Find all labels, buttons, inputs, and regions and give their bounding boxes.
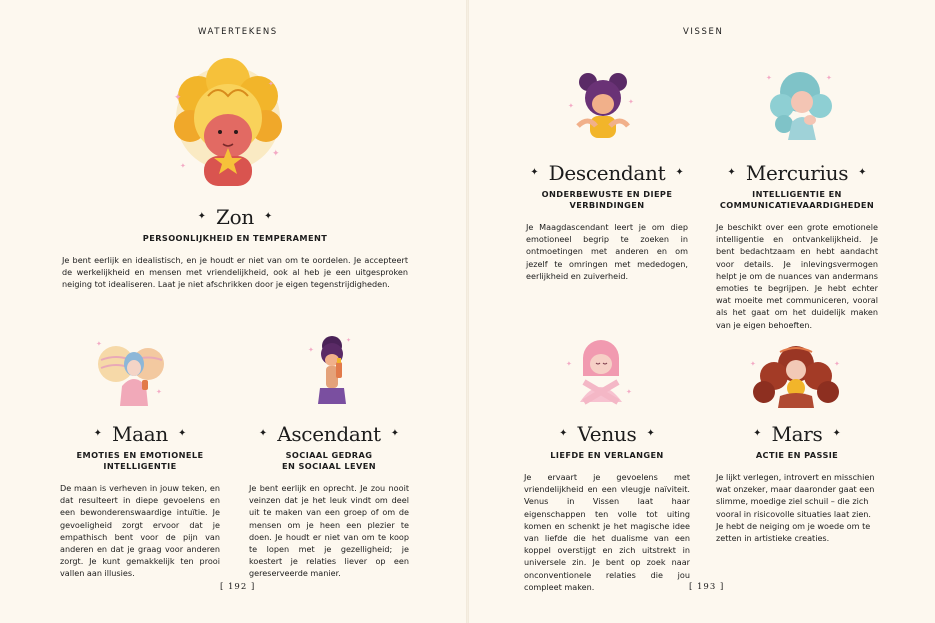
maan-body: De maan is verheven in jouw teken, en dat resulteert in diepe gevoelens en een bewonderenswaardige intuïtie. Je gevoeligheid zorgt ervoor dat je empathisch bent voor de pijn van anderen en dat je graag voor anderen zorgt. Je kunt gemakkelijk ten prooi vallen aan illusies. — [60, 483, 220, 579]
mercurius-body: Je beschikt over een grote emotionele intelligentie en ontvankelijkheid. Je bent bedachtzaam en hebt aandacht voor details. Je inlevingsvermogen helpt je om de nuances van andermans emoties te begrijpen. Je hebt echter wat moeite met communiceren, vooral als het gaat om het duidelijk maken van je eigen behoeften. — [716, 222, 878, 330]
svg-text:✦: ✦ — [272, 149, 280, 159]
descendant-body: Je Maagdascendant leert je om diep emotioneel begrip te zoeken in ontmoetingen met anderen en om jezelf te omringen met mededogen, eerlijkheid en zuiverheid. — [526, 222, 688, 281]
star-icon: ✦ — [390, 428, 400, 439]
right-running-head: VISSEN — [683, 27, 724, 37]
venus-body: Je ervaart je gevoelens met vriendelijkheid en een vleugje naïviteit. Venus in Vissen laat haar eigenschappen ten volle tot uiting komen en schenkt je het magische idee van liefde die het dualisme van een koppel overstijgt en zich uitstrekt in universele zin. Je bent op zoek naar onconventionele relaties die jou compleet maken. — [524, 472, 690, 592]
ascendant-heading — [249, 421, 409, 447]
ascendant-subtitle — [249, 450, 409, 472]
star-icon: ✦ — [646, 428, 655, 439]
mars-heading — [716, 421, 878, 447]
zon-heading — [62, 204, 408, 230]
mercurius-heading — [716, 160, 878, 186]
maan-title: Maan — [111, 422, 168, 446]
star-icon: ✦ — [197, 211, 207, 222]
svg-text:✦: ✦ — [626, 388, 632, 396]
maan-subtitle-line-2: INTELLIGENTIE — [103, 461, 177, 471]
svg-text:✦: ✦ — [826, 74, 832, 82]
venus-section — [524, 421, 690, 593]
star-icon: ✦ — [530, 167, 539, 178]
svg-text:✦: ✦ — [750, 360, 756, 368]
book-gutter — [466, 0, 469, 623]
svg-text:✦: ✦ — [96, 340, 102, 348]
star-icon: ✦ — [178, 428, 187, 439]
ascendant-title: Ascendant — [277, 422, 381, 446]
svg-text:✦: ✦ — [174, 93, 182, 103]
svg-text:✦: ✦ — [766, 74, 772, 82]
star-icon: ✦ — [858, 167, 867, 178]
left-page-number: [ 192 ] — [220, 582, 256, 592]
mars-subtitle: ACTIE EN PASSIE — [755, 450, 839, 460]
svg-text:✦: ✦ — [308, 346, 314, 354]
maan-subtitle-line-1: EMOTIES EN EMOTIONELE — [76, 450, 204, 460]
mars-body: Je lijkt verlegen, introvert en misschien wat onzeker, maar daaronder gaat een slimme, moedige ziel schuil – die zich vooral in risicovolle situaties laat zien. Je hebt de neiging om je woede om te zetten in artistieke creaties. — [716, 472, 875, 544]
descendant-subtitle-line-2: VERBINDINGEN — [569, 200, 645, 210]
ascendant-subtitle-line-1: SOCIAAL GEDRAG — [285, 450, 373, 460]
mercurius-subtitle-line-2: COMMUNICATIEVAARDIGHEDEN — [719, 200, 875, 210]
maan-heading — [60, 421, 220, 447]
right-page-number: [ 193 ] — [689, 582, 725, 592]
star-icon: ✦ — [263, 211, 273, 222]
ascendant-character-illustration — [306, 332, 356, 406]
maan-subtitle — [60, 450, 220, 472]
mercury-character-illustration — [764, 66, 836, 142]
zon-title: Zon — [216, 205, 254, 229]
star-icon: ✦ — [93, 428, 102, 439]
star-icon: ✦ — [727, 167, 736, 178]
mercurius-subtitle — [716, 189, 878, 211]
svg-text:✦: ✦ — [834, 360, 840, 368]
venus-character-illustration — [566, 336, 636, 410]
svg-text:✦: ✦ — [268, 80, 274, 88]
svg-text:✦: ✦ — [568, 102, 574, 110]
ascendant-section — [249, 421, 409, 580]
zon-section — [62, 204, 408, 291]
mercurius-title: Mercurius — [745, 161, 849, 185]
svg-text:✦: ✦ — [180, 162, 186, 170]
maan-section — [60, 421, 220, 580]
left-running-head: WATERTEKENS — [198, 27, 278, 37]
mars-section — [716, 421, 878, 544]
ascendant-subtitle-line-2: EN SOCIAAL LEVEN — [282, 461, 376, 471]
descendant-title: Descendant — [548, 161, 666, 185]
zon-body: Je bent eerlijk en idealistisch, en je houdt er niet van om te oordelen. Je accepteert de werkelijkheid en mensen met vriendelijkheid, ook al heb je een uitgesproken neiging tot idealiseren. Laat je niet afschrikken door je eigen tegenstrijdigheden. — [62, 255, 408, 290]
mars-character-illustration — [750, 336, 842, 410]
svg-text:✦: ✦ — [346, 337, 352, 344]
star-icon: ✦ — [753, 428, 762, 439]
svg-text:✦: ✦ — [628, 98, 634, 106]
svg-text:✦: ✦ — [566, 360, 572, 368]
star-icon: ✦ — [559, 428, 568, 439]
descendant-heading — [526, 160, 688, 186]
ascendant-body: Je bent eerlijk en oprecht. Je zou nooit veinzen dat je het leuk vindt om deel uit te maken van een groep of om de mensen om je heen een plezier te doen. Je houdt er niet van om te koop te lopen met je gezelligheid; je koestert je relaties liever op een gereserveerde manier. — [249, 483, 409, 579]
mercurius-section — [716, 160, 878, 331]
star-icon: ✦ — [258, 428, 268, 439]
descendant-subtitle — [526, 189, 688, 211]
svg-text:✦: ✦ — [156, 388, 162, 396]
moon-character-illustration — [96, 334, 166, 408]
venus-title: Venus — [577, 422, 637, 446]
star-icon: ✦ — [832, 428, 841, 439]
venus-subtitle: LIEFDE EN VERLANGEN — [550, 450, 664, 460]
mars-title: Mars — [771, 422, 823, 446]
mercurius-subtitle-line-1: INTELLIGENTIE EN — [752, 189, 842, 199]
zon-subtitle: PERSOONLIJKHEID EN TEMPERAMENT — [142, 233, 328, 243]
star-icon: ✦ — [675, 167, 684, 178]
venus-heading — [524, 421, 690, 447]
descendant-character-illustration — [568, 68, 638, 142]
sun-character-illustration — [168, 56, 288, 191]
descendant-section — [526, 160, 688, 282]
descendant-subtitle-line-1: ONDERBEWUSTE EN DIEPE — [541, 189, 673, 199]
